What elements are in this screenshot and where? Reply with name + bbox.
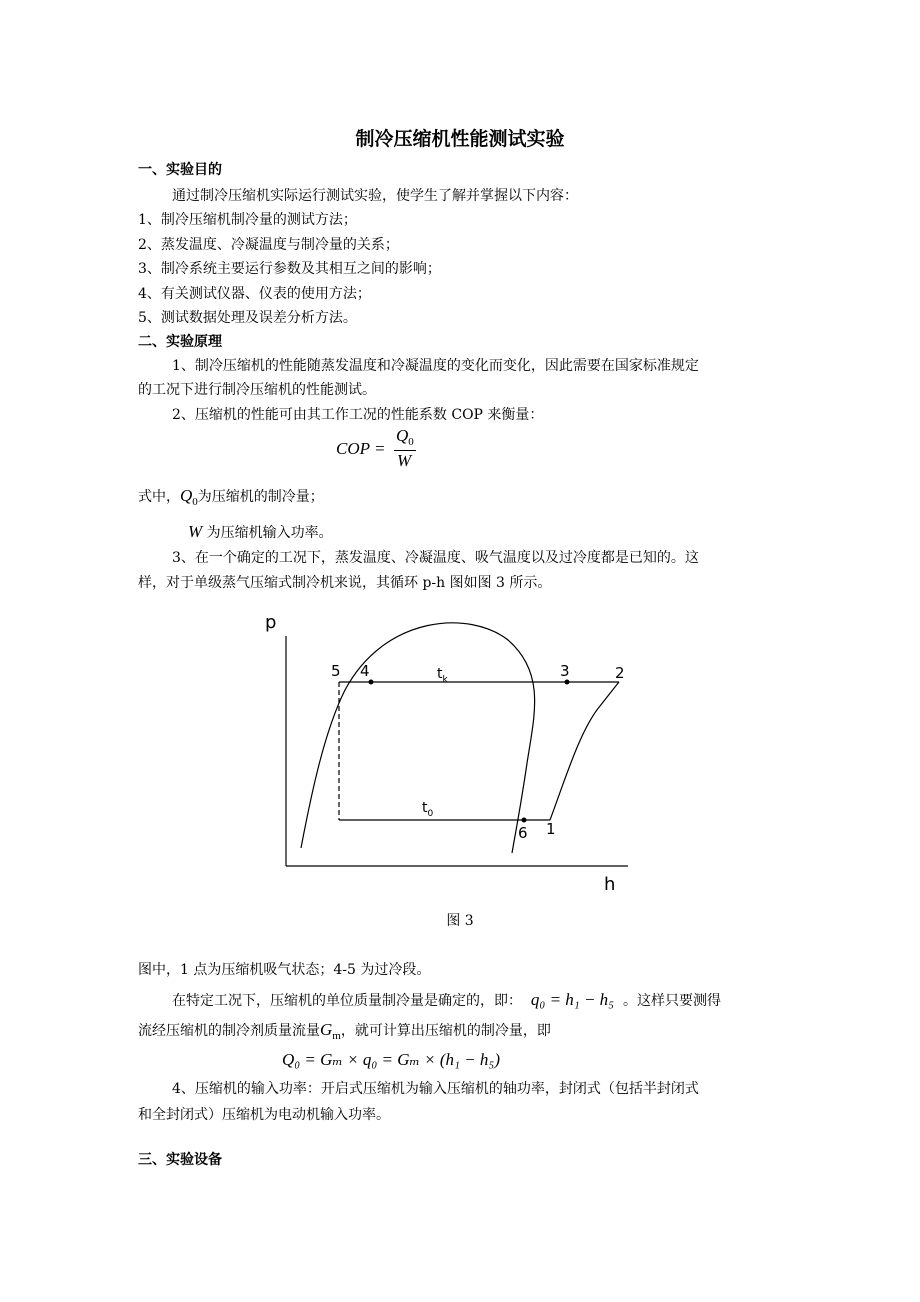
compression-line [550,682,619,820]
cop-formula-numerator: $Q_0$ [396,426,414,448]
figure-note: 图中，1 点为压缩机吸气状态；4-5 为过冷段。 [138,962,431,978]
purpose-intro: 通过制冷压缩机实际运行测试实验，使学生了解并掌握以下内容： [172,188,578,204]
x-axis-label: h [604,874,616,895]
purpose-item-3: 3、制冷系统主要运行参数及其相互之间的影响； [138,261,441,277]
section-heading-equipment: 三、实验设备 [138,1152,222,1168]
principle-p1-line1: 1、制冷压缩机的性能随蒸发温度和冷凝温度的变化而变化，因此需要在国家标准规定 [172,358,699,374]
tk-label: $t_k$ [437,666,448,685]
principle-p3-line2: 样，对于单级蒸气压缩式制冷机来说，其循环 p-h 图如图 3 所示。 [138,575,552,591]
point-label-3: 3 [560,662,570,680]
section-heading-principle: 二、实验原理 [138,334,222,350]
page-title: 制冷压缩机性能测试实验 [355,128,565,150]
principle-p3-line1: 3、在一个确定的工况下，蒸发温度、冷凝温度、吸气温度以及过冷度都是已知的。这 [172,550,699,566]
input-power-line2: 和全封闭式）压缩机为电动机输入功率。 [138,1107,390,1123]
point-6-dot [522,818,527,823]
where-w-line: W 为压缩机输入功率。 [188,522,333,541]
point-label-2: 2 [615,664,625,682]
point-label-5: 5 [331,662,341,680]
saturation-dome [301,623,535,853]
point-3-dot [565,680,570,685]
input-power-line1: 4、压缩机的输入功率：开启式压缩机为输入压缩机的轴功率，封闭式（包括半封闭式 [172,1081,699,1097]
cop-formula-denominator: W [397,451,412,470]
q0-capacity-formula: Q₀ = Gₘ × q₀ = Gₘ × (h₁ − h₅) [282,1050,501,1069]
q0-formula: q₀ = h₁ − h₅ [530,990,615,1009]
principle-p2: 2、压缩机的性能可由其工作工况的性能系数 COP 来衡量： [172,407,544,423]
point-label-6: 6 [518,824,528,842]
purpose-item-1: 1、制冷压缩机制冷量的测试方法； [138,212,357,228]
cop-formula-left: COP = [336,439,386,458]
purpose-item-2: 2、蒸发温度、冷凝温度与制冷量的关系； [138,237,399,253]
figure-caption: 图 3 [446,913,474,929]
principle-p1-line2: 的工况下进行制冷压缩机的性能测试。 [138,382,376,398]
point-label-1: 1 [546,820,556,838]
unit-capacity-line: 在特定工况下，压缩机的单位质量制冷量是确定的，即： q₀ = h₁ − h₅ 。这样只要测得 [172,990,721,1009]
where-q0-line: 式中，$Q_0$为压缩机的制冷量； [138,486,324,508]
point-4-dot [369,680,374,685]
t0-label: $t_0$ [422,800,434,819]
purpose-item-5: 5、测试数据处理及误差分析方法。 [138,310,357,326]
mass-flow-line: 流经压缩机的制冷剂质量流量$G_m$，就可计算出压缩机的制冷量，即 [138,1020,551,1042]
point-label-4: 4 [360,662,370,680]
purpose-item-4: 4、有关测试仪器、仪表的使用方法； [138,286,371,302]
y-axis-label: p [265,612,277,633]
section-heading-purpose: 一、实验目的 [138,162,222,178]
